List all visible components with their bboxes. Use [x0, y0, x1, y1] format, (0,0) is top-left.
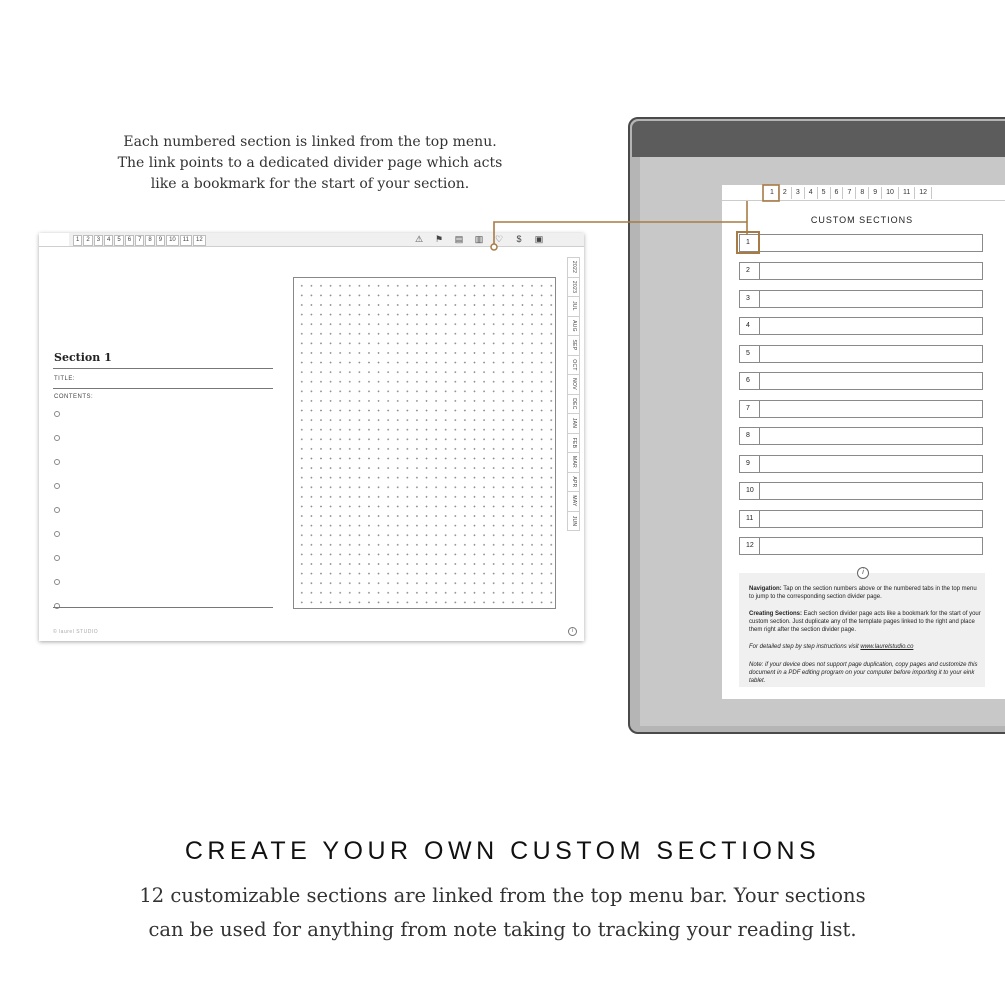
- month-tab[interactable]: [567, 452, 580, 472]
- section-row-number[interactable]: 11: [740, 511, 760, 527]
- circle-bullet-icon: [54, 603, 60, 609]
- instructions-link[interactable]: www.laurelstudio.co: [860, 644, 914, 650]
- tablet-bezel-top: [632, 121, 1005, 157]
- month-tab[interactable]: [567, 277, 580, 297]
- month-tabs: [567, 257, 580, 531]
- circle-bullet-icon: [54, 507, 60, 513]
- circle-bullet-icon: [54, 579, 60, 585]
- creating-text: Each section divider page acts like a bookmark for the start of your custom section. Just duplicate any of the template pages linked to the right and place them right after the section divider page.: [749, 611, 981, 633]
- subtext-line: can be used for anything from note taking to tracking your reading list.: [148, 918, 857, 941]
- month-tab[interactable]: [567, 316, 580, 336]
- section-row[interactable]: [739, 262, 983, 280]
- section-tab-2[interactable]: 2: [83, 235, 92, 246]
- tablet-section-tab-5[interactable]: 5: [818, 187, 831, 199]
- tablet-section-tab-3[interactable]: 3: [792, 187, 805, 199]
- section-row-number[interactable]: 12: [740, 538, 760, 554]
- month-tab-label: JUL: [570, 301, 577, 312]
- section-row[interactable]: [739, 510, 983, 528]
- section-tab-3[interactable]: 3: [94, 235, 103, 246]
- section-row[interactable]: [739, 482, 983, 500]
- month-tab-label: MAY: [570, 495, 577, 507]
- month-tab-label: DEC: [570, 398, 577, 410]
- section-tab-4[interactable]: 4: [104, 235, 113, 246]
- month-tab[interactable]: [567, 355, 580, 375]
- section-tab-8[interactable]: 8: [145, 235, 154, 246]
- heart-icon[interactable]: ♡: [494, 234, 504, 244]
- contents-bottom-rule: [53, 607, 273, 608]
- info-icon[interactable]: i: [857, 567, 869, 579]
- section-number-tabs: [73, 235, 207, 246]
- section-tab-6[interactable]: 6: [125, 235, 134, 246]
- month-tab[interactable]: [567, 257, 580, 277]
- title-rule: [53, 368, 273, 369]
- section-row-number[interactable]: 6: [740, 373, 760, 389]
- section-row[interactable]: [739, 372, 983, 390]
- section-row-number[interactable]: 8: [740, 428, 760, 444]
- section-tab-10[interactable]: 10: [166, 235, 179, 246]
- planner-page: [39, 233, 584, 641]
- month-tab-label: APR: [570, 476, 577, 488]
- section-row[interactable]: [739, 345, 983, 363]
- tablet-section-tab-10[interactable]: 10: [882, 187, 899, 199]
- calendar-icon[interactable]: ▤: [454, 234, 464, 244]
- intro-line: Each numbered section is linked from the top menu.: [123, 134, 497, 150]
- month-tab[interactable]: [567, 394, 580, 414]
- month-tab[interactable]: [567, 335, 580, 355]
- month-tab-label: MAR: [570, 456, 577, 469]
- tablet-section-tab-6[interactable]: 6: [831, 187, 844, 199]
- tablet-section-tab-11[interactable]: 11: [899, 187, 915, 199]
- month-tab-label: OCT: [570, 359, 577, 371]
- navigation-label: Navigation:: [749, 586, 782, 592]
- circle-bullet-icon: [54, 459, 60, 465]
- device-note-text: Note: if your device does not support page duplication, copy pages and customize this document in a PDF editing program on your computer before importing it to your eink tablet.: [749, 662, 978, 684]
- creating-note: [749, 610, 981, 634]
- device-note: [749, 661, 981, 685]
- instructions-text: For detailed step by step instructions visit: [749, 644, 861, 650]
- section-tab-11[interactable]: 11: [180, 235, 192, 246]
- month-tab-label: FEB: [570, 437, 577, 449]
- section-row[interactable]: [739, 427, 983, 445]
- month-tab[interactable]: [567, 511, 580, 532]
- section-row[interactable]: [739, 234, 983, 252]
- month-tab[interactable]: [567, 491, 580, 511]
- tablet-menu-divider: [722, 200, 1005, 201]
- intro-caption: [90, 132, 530, 195]
- triangle-icon[interactable]: ⚠: [414, 234, 424, 244]
- month-tab[interactable]: [567, 296, 580, 316]
- section-row-number[interactable]: 3: [740, 291, 760, 307]
- section-row-number[interactable]: 5: [740, 346, 760, 362]
- contents-list: [54, 411, 60, 627]
- month-tab[interactable]: [567, 374, 580, 394]
- circle-bullet-icon: [54, 435, 60, 441]
- tablet-section-tab-2[interactable]: 2: [779, 187, 792, 199]
- notebook-icon[interactable]: ▥: [474, 234, 484, 244]
- month-tab-label: JAN: [570, 418, 577, 429]
- month-tab-label: NOV: [570, 378, 577, 391]
- section-row-number[interactable]: 2: [740, 263, 760, 279]
- section-row-number[interactable]: 7: [740, 401, 760, 417]
- month-tab-label: JUN: [570, 515, 577, 527]
- section-tab-9[interactable]: 9: [156, 235, 165, 246]
- month-tab[interactable]: [567, 413, 580, 433]
- section-row-number[interactable]: 4: [740, 318, 760, 334]
- month-tab-label: 2022: [570, 261, 577, 274]
- section-row[interactable]: [739, 400, 983, 418]
- window-icon[interactable]: ▣: [534, 234, 544, 244]
- dot-grid-area[interactable]: [293, 277, 556, 609]
- section-row[interactable]: [739, 455, 983, 473]
- tablet-section-tab-9[interactable]: 9: [869, 187, 882, 199]
- creating-label: Creating Sections:: [749, 611, 803, 617]
- section-row-number[interactable]: 9: [740, 456, 760, 472]
- title-underline: [53, 388, 273, 389]
- tablet-section-tab-12[interactable]: 12: [915, 187, 932, 199]
- flag-icon[interactable]: ⚑: [434, 234, 444, 244]
- section-tab-5[interactable]: 5: [114, 235, 123, 246]
- month-tab[interactable]: [567, 472, 580, 492]
- tablet-section-tab-1[interactable]: 1: [766, 187, 779, 199]
- circle-bullet-icon: [54, 531, 60, 537]
- circle-bullet-icon: [54, 555, 60, 561]
- navigation-note: [749, 585, 981, 601]
- custom-sections-title: CUSTOM SECTIONS: [810, 215, 914, 225]
- section-row[interactable]: [739, 317, 983, 335]
- contents-label: CONTENTS:: [54, 394, 94, 400]
- tablet-section-tab-7[interactable]: 7: [843, 187, 856, 199]
- headline: CREATE YOUR OWN CUSTOM SECTIONS: [184, 837, 821, 865]
- tablet-section-number-tabs: [766, 187, 932, 199]
- section-title: Section 1: [54, 351, 112, 364]
- month-tab-label: 2023: [570, 280, 577, 293]
- section-row[interactable]: [739, 290, 983, 308]
- navigation-text: Tap on the section numbers above or the numbered tabs in the top menu to jump to the corresponding section divider page.: [749, 586, 977, 600]
- toolbar-icons: [414, 234, 544, 245]
- section-row-number[interactable]: 10: [740, 483, 760, 499]
- brand-logo: © laurel STUDIO: [53, 629, 99, 635]
- intro-line: The link points to a dedicated divider page which acts: [117, 155, 503, 171]
- subtext-line: 12 customizable sections are linked from the top menu bar. Your sections: [139, 884, 866, 907]
- section-row-number[interactable]: 1: [740, 235, 760, 251]
- title-label: TITLE:: [54, 376, 76, 382]
- instructions-note: [749, 643, 981, 651]
- dollar-icon[interactable]: $: [516, 234, 522, 244]
- section-row[interactable]: [739, 537, 983, 555]
- section-tab-1[interactable]: 1: [73, 235, 82, 246]
- month-tab-label: SEP: [570, 339, 577, 351]
- planner-top-notch: [39, 233, 69, 246]
- tablet-section-tab-8[interactable]: 8: [856, 187, 869, 199]
- intro-line: like a bookmark for the start of your section.: [150, 176, 470, 192]
- section-tab-7[interactable]: 7: [135, 235, 144, 246]
- circle-bullet-icon: [54, 483, 60, 489]
- tablet-section-tab-4[interactable]: 4: [805, 187, 818, 199]
- planner-top-menu: [39, 233, 584, 247]
- month-tab[interactable]: [567, 433, 580, 453]
- info-icon[interactable]: i: [568, 627, 577, 636]
- month-tab-label: AUG: [570, 319, 577, 332]
- section-tab-12[interactable]: 12: [193, 235, 206, 246]
- circle-bullet-icon: [54, 411, 60, 417]
